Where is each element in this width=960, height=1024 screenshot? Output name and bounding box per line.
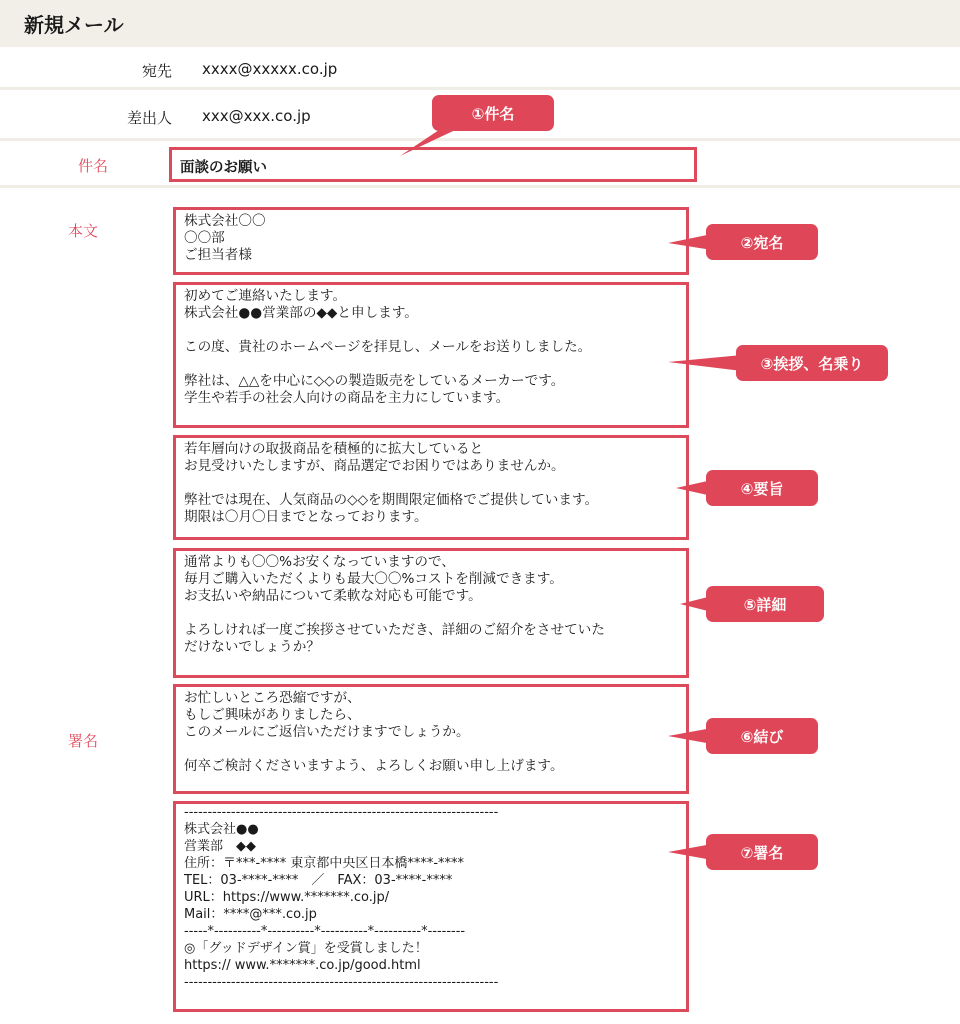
window-title: 新規メール (24, 13, 124, 37)
callout-gist: ④要旨 (706, 470, 818, 506)
text-line: 学生や若手の社会人向けの商品を主力にしています。 (184, 390, 510, 406)
callout-greeting: ③挨拶、名乗り (736, 345, 888, 381)
text-line: お見受けいたしますが、商品選定でお困りではありませんか。 (184, 458, 565, 474)
from-label: 差出人 (126, 109, 172, 127)
callout-subject: ①件名 (432, 95, 554, 131)
text-line: TEL：03-****-**** ／ FAX：03-****-**** (184, 873, 453, 888)
text-line: 初めてご連絡いたします。 (184, 288, 347, 304)
text-line: お忙しいところ恐縮ですが、 (184, 690, 361, 706)
text-line: 通常よりも〇〇%お安くなっていますので、 (184, 554, 455, 570)
text-line: ◎「グッドデザイン賞」を受賞しました！ (184, 941, 428, 956)
text-line: もしご興味がありましたら、 (184, 707, 361, 723)
text-line: 株式会社●● (184, 822, 259, 837)
text-line: 弊社では現在、人気商品の◇◇を期間限定価格でご提供しています。 (184, 492, 599, 508)
text-line: ------------------------------------------------------------------- (184, 975, 499, 990)
to-label: 宛先 (141, 62, 172, 80)
text-line: 営業部 ◆◆ (184, 839, 256, 854)
callout-pointer-3 (668, 355, 742, 371)
text-line: 期限は〇月〇日までとなっております。 (184, 509, 428, 525)
text-line: だけないでしょうか？ (184, 639, 320, 655)
text-line: 株式会社●●営業部の◆◆と申します。 (184, 305, 418, 321)
callout-closing: ⑥結び (706, 718, 818, 754)
text-line: ------------------------------------------------------------------- (184, 805, 499, 820)
text-line: URL：https://www.*******.co.jp/ (184, 890, 390, 905)
subject-value: 面談のお願い (180, 160, 267, 176)
body-label: 本文 (68, 222, 99, 240)
text-line: https:// www.*******.co.jp/good.html (184, 958, 421, 973)
text-line: よろしければ一度ご挨拶させていただき、詳細のご紹介をさせていた (184, 622, 605, 638)
text-line: 若年層向けの取扱商品を積極的に拡大していると (184, 441, 484, 457)
subject-label: 件名 (78, 157, 109, 175)
from-field[interactable]: xxx@xxx.co.jp (202, 107, 311, 125)
callout-signature: ⑦署名 (706, 834, 818, 870)
text-line: 〇〇部 (184, 230, 225, 246)
text-line: 株式会社〇〇 (184, 213, 266, 229)
text-line: 何卒ご検討くださいますよう、よろしくお願い申し上げます。 (184, 758, 564, 774)
to-field[interactable]: xxxx@xxxxx.co.jp (202, 60, 338, 78)
text-line: お支払いや納品について柔軟な対応も可能です。 (184, 588, 482, 604)
text-line: この度、貴社のホームページを拝見し、メールをお送りしました。 (184, 339, 592, 355)
text-line: 毎月ご購入いただくよりも最大〇〇%コストを削減できます。 (184, 571, 563, 587)
signature-label: 署名 (68, 732, 99, 750)
text-line: 住所：〒***-**** 東京都中央区日本橋****-**** (184, 856, 465, 871)
text-line: ご担当者様 (184, 247, 252, 263)
callout-addressee: ②宛名 (706, 224, 818, 260)
text-line: Mail：****@***.co.jp (184, 907, 317, 922)
text-line: このメールにご返信いただけますでしょうか。 (184, 724, 470, 740)
callout-details: ⑤詳細 (706, 586, 824, 622)
text-line: 弊社は、△△を中心に◇◇の製造販売をしているメーカーです。 (184, 373, 565, 389)
text-line: -----*----------*----------*----------*----------*-------- (184, 924, 466, 939)
